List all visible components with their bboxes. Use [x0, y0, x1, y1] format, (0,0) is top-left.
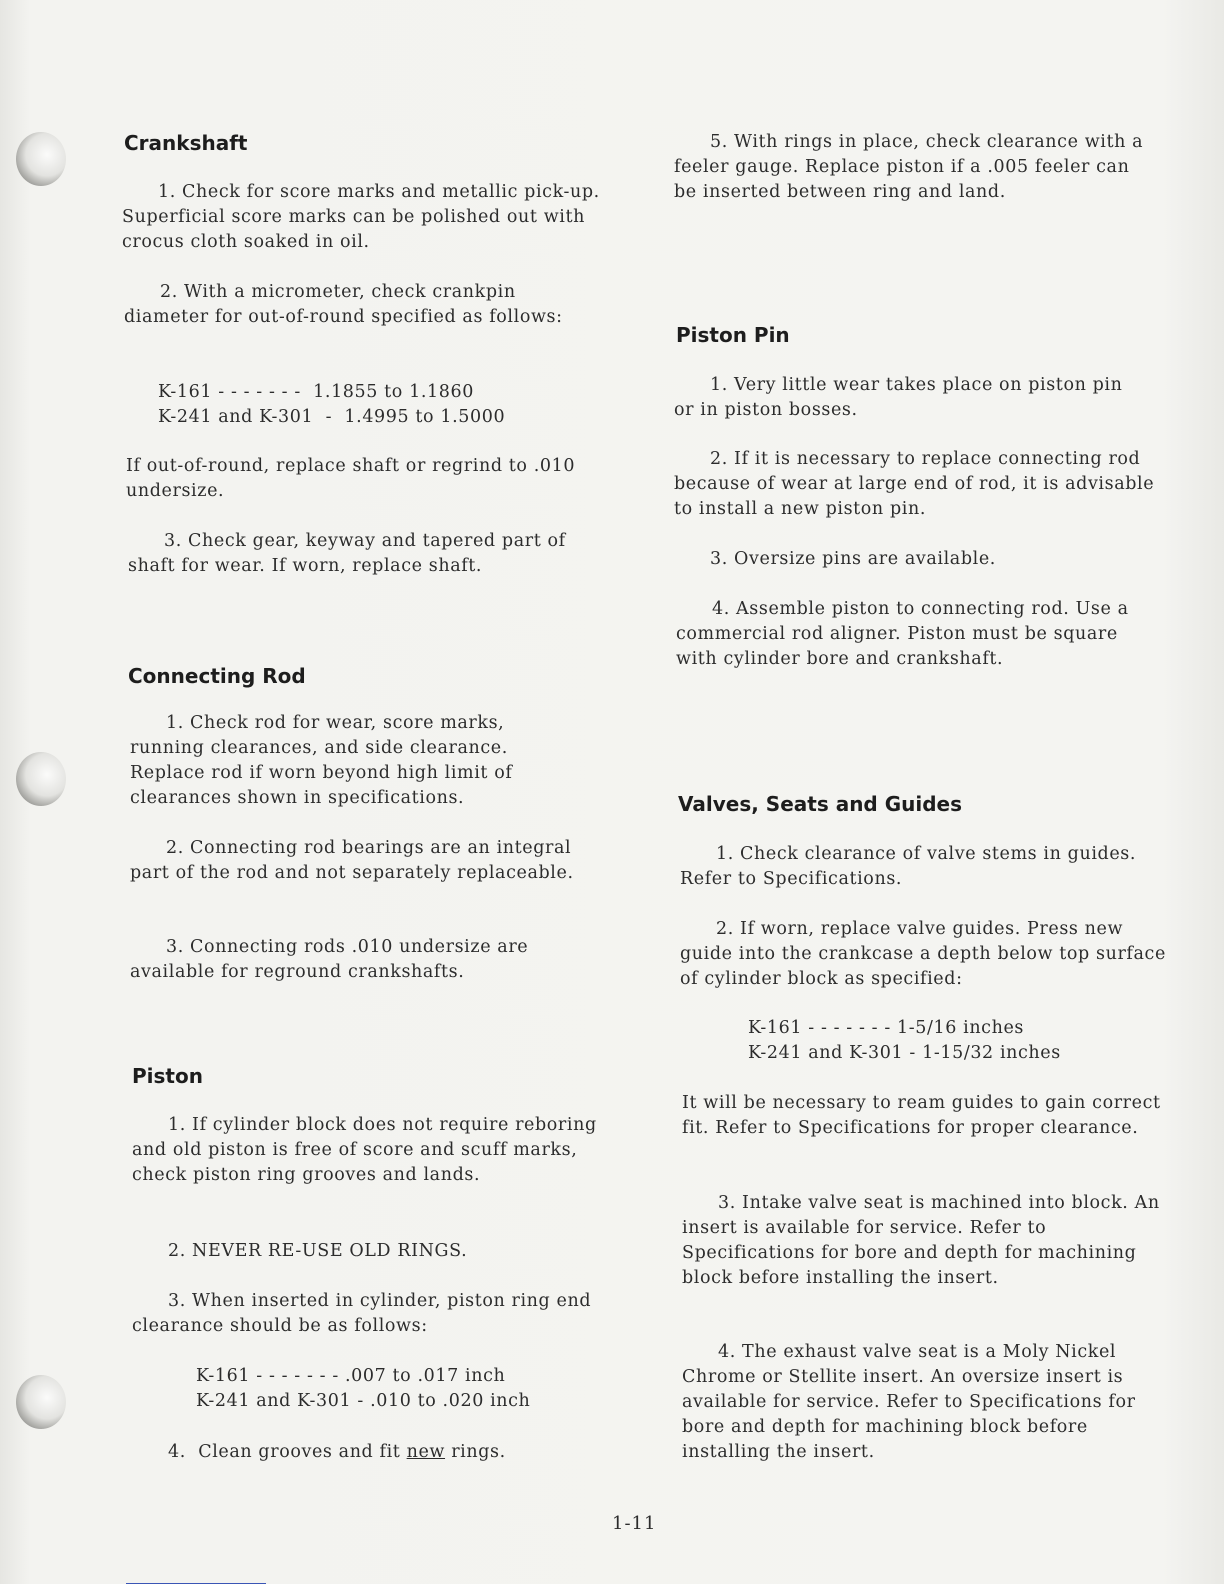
piston-pin-paragraph-2: 2. If it is necessary to replace connecting rod because of wear at large end of rod, it is advisable to install a new piston pin. [674, 449, 1155, 519]
valves-paragraph-5: 4. The exhaust valve seat is a Moly Nickel Chrome or Stellite insert. An oversize insert is available for service. Refer to Specifications for bore and depth for machining block before installing the insert. [682, 1342, 1136, 1462]
ring-clearance-spec-k161: K-161 - - - - - - - .007 to .017 inch [196, 1366, 506, 1386]
valves-paragraph-3: It will be necessary to ream guides to gain correct fit. Refer to Specifications for proper clearance. [682, 1093, 1161, 1138]
piston-pin-paragraph-1: 1. Very little wear takes place on piston pin or in piston bosses. [674, 375, 1123, 420]
valves-paragraph-2: 2. If worn, replace valve guides. Press new guide into the crankcase a depth below top surface of cylinder block as specified: [680, 919, 1166, 989]
crankshaft-paragraph-4: 3. Check gear, keyway and tapered part of shaft for wear. If worn, replace shaft. [128, 531, 566, 576]
valve-guide-depth-spec-k241-k301: K-241 and K-301 - 1-15/32 inches [748, 1043, 1061, 1063]
piston-paragraph-4 [168, 1440, 618, 1465]
connecting-rod-paragraph-3: 3. Connecting rods .010 undersize are available for reground crankshafts. [130, 937, 529, 982]
valves-seats-guides-heading: Valves, Seats and Guides [678, 792, 963, 816]
piston-pin-heading: Piston Pin [676, 323, 790, 347]
valves-paragraph-1: 1. Check clearance of valve stems in guides. Refer to Specifications. [680, 844, 1137, 889]
piston-paragraph-5: 5. With rings in place, check clearance with a feeler gauge. Replace piston if a .005 feeler can be inserted between ring and land. [674, 132, 1144, 202]
piston-paragraph-1: 1. If cylinder block does not require reboring and old piston is free of score and scuff marks, check piston ring grooves and lands. [132, 1115, 597, 1185]
binder-hole-middle [16, 752, 66, 806]
piston-paragraph-4-text: 4. Clean grooves and fit [168, 1442, 407, 1462]
crankpin-spec-k161: K-161 - - - - - - - 1.1855 to 1.1860 [158, 382, 474, 402]
crankpin-spec-k241-k301: K-241 and K-301 - 1.4995 to 1.5000 [158, 407, 506, 427]
crankshaft-paragraph-2: 2. With a micrometer, check crankpin diameter for out-of-round specified as follows: [124, 282, 563, 327]
connecting-rod-heading: Connecting Rod [128, 664, 306, 688]
crankshaft-paragraph-3: If out-of-round, replace shaft or regrind to .010 undersize. [126, 456, 576, 501]
crankshaft-heading: Crankshaft [124, 131, 248, 155]
connecting-rod-paragraph-1: 1. Check rod for wear, score marks, running clearances, and side clearance. Replace rod if worn beyond high limit of clearances shown in specifications. [130, 713, 513, 808]
piston-paragraph-3: 3. When inserted in cylinder, piston ring end clearance should be as follows: [132, 1291, 592, 1336]
valves-paragraph-4: 3. Intake valve seat is machined into block. An insert is available for service. Refer to Specifications for bore and depth for machining block before installing the insert. [682, 1193, 1160, 1288]
page-number: 1-11 [612, 1513, 657, 1534]
crankshaft-paragraph-1: 1. Check for score marks and metallic pick-up. Superficial score marks can be polished out with crocus cloth soaked in oil. [122, 182, 600, 252]
ring-clearance-spec-k241-k301: K-241 and K-301 - .010 to .020 inch [196, 1391, 531, 1411]
connecting-rod-paragraph-2: 2. Connecting rod bearings are an integral part of the rod and not separately replaceable. [130, 838, 574, 883]
binder-hole-bottom [16, 1375, 66, 1429]
piston-pin-paragraph-3: 3. Oversize pins are available. [710, 549, 996, 569]
piston-heading: Piston [132, 1064, 203, 1088]
piston-pin-paragraph-4: 4. Assemble piston to connecting rod. Use a commercial rod aligner. Piston must be square with cylinder bore and crankshaft. [676, 599, 1129, 669]
piston-paragraph-4-end: rings. [445, 1442, 506, 1462]
valve-guide-depth-spec-k161: K-161 - - - - - - - 1-5/16 inches [748, 1018, 1024, 1038]
piston-paragraph-2: 2. NEVER RE-USE OLD RINGS. [168, 1241, 468, 1261]
piston-paragraph-4-emphasis: new [406, 1442, 446, 1462]
binder-hole-top [16, 132, 66, 186]
